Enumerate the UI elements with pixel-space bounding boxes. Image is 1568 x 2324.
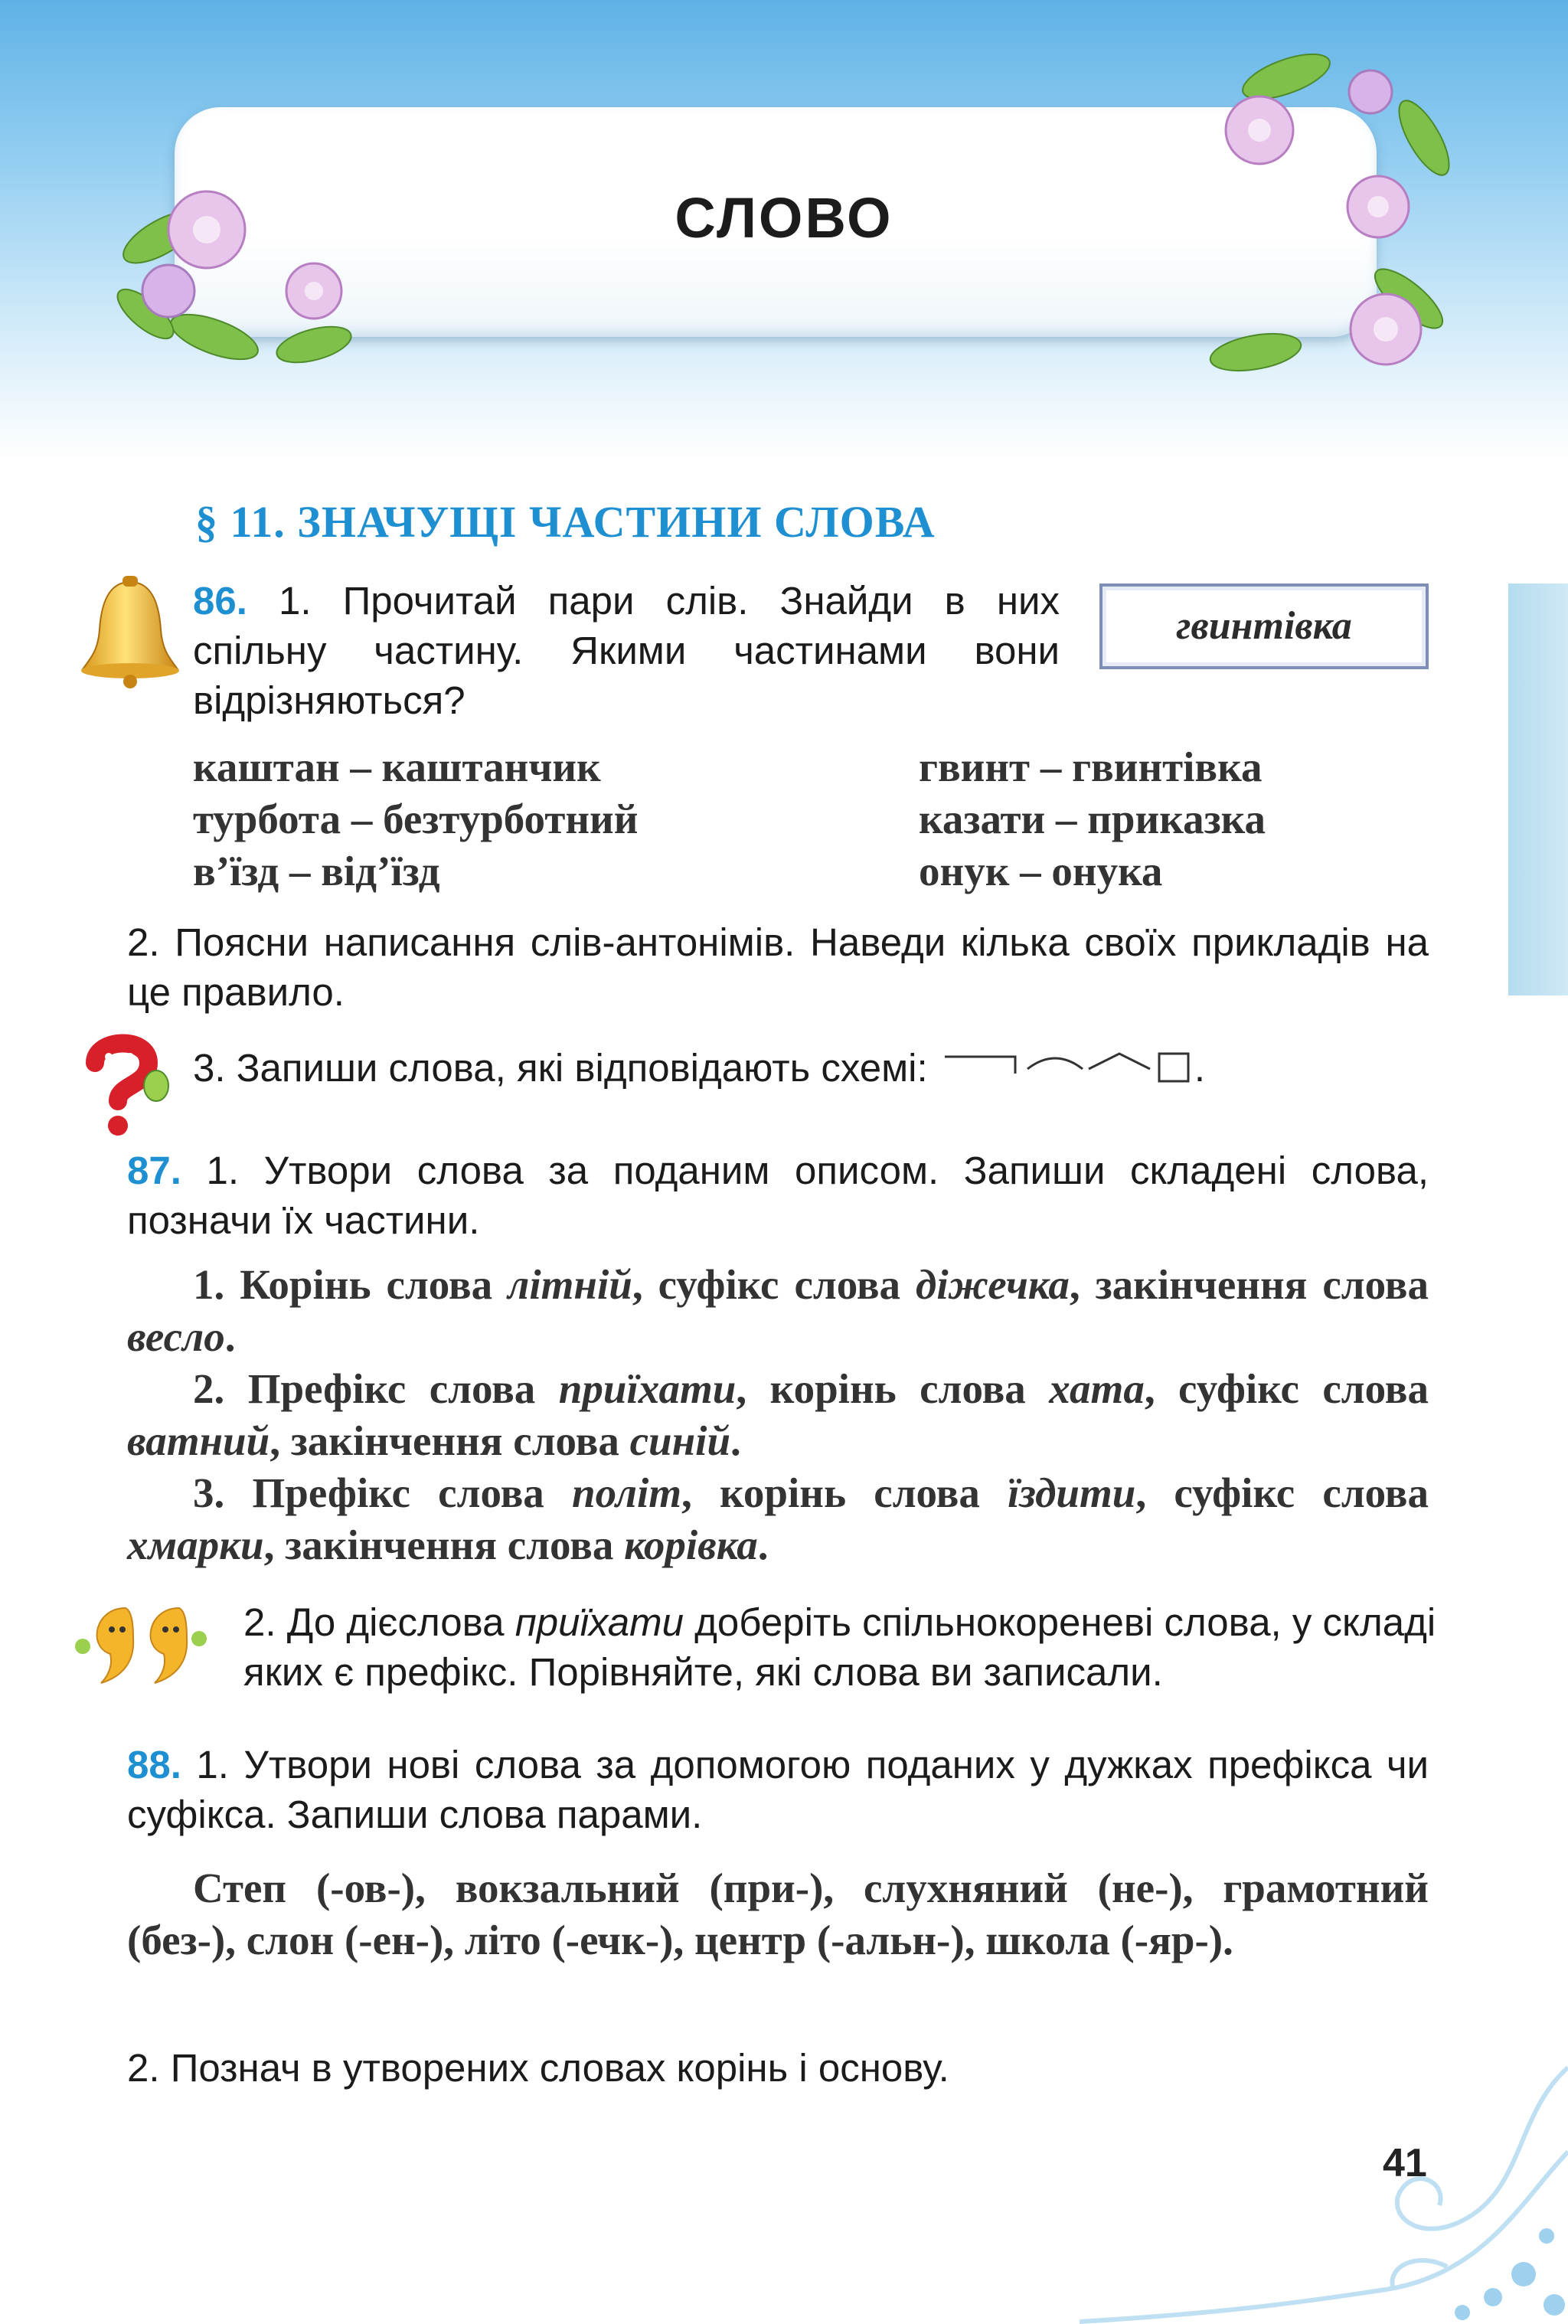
word-pairs-right bbox=[919, 741, 1266, 897]
side-tab bbox=[1508, 583, 1568, 995]
exercise-88-task-1: 88. 1. Утвори нові слова за допомогою поданих у дужках префікса чи суфікса. Запиши слова парами. bbox=[127, 1743, 1429, 1836]
exercise-87-task-1: 87. 1. Утвори слова за поданим описом. Запиши складені слова, позначи їх частини. bbox=[127, 1149, 1429, 1242]
highlighted-word: корівка bbox=[624, 1522, 758, 1568]
highlighted-word: весло bbox=[127, 1313, 225, 1360]
exercise-86-task-3: 3. Запиши слова, які відповідають схемі: . bbox=[193, 1046, 1206, 1090]
bell-icon bbox=[77, 576, 184, 691]
highlighted-word: літній bbox=[508, 1261, 632, 1308]
highlighted-word: політ bbox=[572, 1469, 682, 1516]
page-number: 41 bbox=[1383, 2141, 1427, 2185]
exercise-88-task-2: 2. Познач в утворених словах корінь і основу. bbox=[127, 2046, 949, 2090]
exercise-87-items bbox=[127, 1259, 1429, 1571]
item-text: , суфікс слова bbox=[1135, 1469, 1429, 1516]
word-box bbox=[1099, 583, 1429, 669]
item-text: 1. Корінь слова bbox=[193, 1261, 508, 1308]
word-pair: онук – онука bbox=[919, 848, 1163, 894]
exercise-number: 88. bbox=[127, 1743, 181, 1786]
item-text: . bbox=[730, 1417, 741, 1464]
page-title: СЛОВО bbox=[675, 186, 893, 250]
exercise-87-task-2: 2. До дієслова приїхати доберіть спільнокореневі слова, у складі яких є префікс. Порівняйте, які слова ви записали. bbox=[243, 1600, 1436, 1694]
item-text: . bbox=[757, 1522, 769, 1568]
item-text: , закінчення слова bbox=[270, 1417, 630, 1464]
section-title: § 11. ЗНАЧУЩІ ЧАСТИНИ СЛОВА bbox=[195, 497, 936, 547]
word-pair: казати – приказка bbox=[919, 796, 1266, 842]
highlighted-word: приїхати bbox=[558, 1365, 737, 1412]
item-text: . bbox=[224, 1313, 236, 1360]
word-pair: в’їзд – від’їзд bbox=[193, 848, 440, 894]
exercise-86-task-1: 86. 1. Прочитай пари слів. Знайди в них спільну частину. Якими частинами вони відрізняються? bbox=[193, 579, 1060, 722]
item-text: 3. Префікс слова bbox=[193, 1469, 572, 1516]
word-pair: каштан – каштанчик bbox=[193, 744, 601, 790]
word-box-text: гвинтівка bbox=[1176, 604, 1352, 648]
morpheme-scheme-icon bbox=[942, 1048, 1194, 1086]
exercise-number: 87. bbox=[127, 1149, 181, 1192]
item-text: , суфікс слова bbox=[1144, 1365, 1429, 1412]
task-item bbox=[127, 1363, 1429, 1467]
item-text: , суфікс слова bbox=[632, 1261, 916, 1308]
word-pair: гвинт – гвинтівка bbox=[919, 744, 1263, 790]
quote-characters-icon bbox=[64, 1593, 210, 1692]
highlighted-word: приїхати bbox=[514, 1600, 684, 1644]
word-pair: турбота – безтурботний bbox=[193, 796, 639, 842]
item-text: , закінчення слова bbox=[263, 1522, 625, 1568]
exercise-86-task-2: 2. Поясни написання слів-антонімів. Наведи кілька своїх прикладів на це правило. bbox=[127, 920, 1429, 1014]
highlighted-word: хмарки bbox=[127, 1522, 264, 1568]
highlighted-word: їздити bbox=[1008, 1469, 1136, 1516]
task-item bbox=[127, 1259, 1429, 1363]
highlighted-word: діжечка bbox=[916, 1261, 1070, 1308]
item-text: , закінчення слова bbox=[1069, 1261, 1429, 1308]
question-mark-icon bbox=[64, 1025, 179, 1139]
item-text: , корінь слова bbox=[736, 1365, 1050, 1412]
highlighted-word: ватний bbox=[127, 1417, 270, 1464]
word-pairs-left bbox=[193, 741, 638, 897]
exercise-number: 86. bbox=[193, 579, 247, 623]
highlighted-word: хата bbox=[1049, 1365, 1145, 1412]
flower-decoration-left-icon bbox=[115, 145, 375, 375]
exercise-88-words: Степ (-ов-), вокзальний (при-), слухняний (не-), грамотний (без-), слон (-ен-), літо (-ечк-), центр (-альн-), школа (-яр-). bbox=[127, 1865, 1429, 1963]
swirl-decoration-icon bbox=[988, 2022, 1568, 2324]
item-text: 2. Префікс слова bbox=[193, 1365, 559, 1412]
highlighted-word: синій bbox=[629, 1417, 731, 1464]
task-item bbox=[127, 1467, 1429, 1571]
item-text: , корінь слова bbox=[681, 1469, 1008, 1516]
